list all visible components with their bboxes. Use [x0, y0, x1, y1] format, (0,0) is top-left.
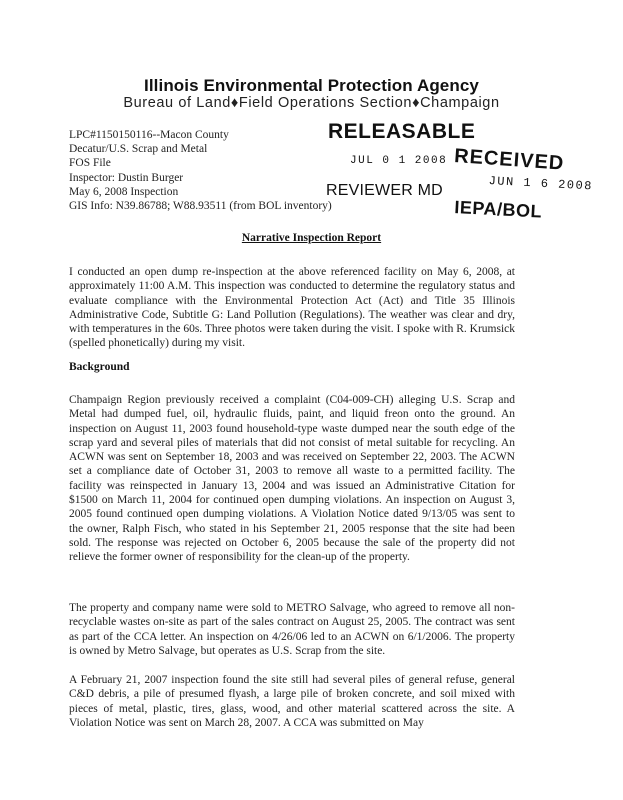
fos-file: FOS File — [69, 157, 111, 170]
facility-name: Decatur/U.S. Scrap and Metal — [69, 143, 208, 156]
background-paragraph-2: The property and company name were sold to METRO Salvage, who agreed to remove all non-recyclable wastes on-site as part of the sales contract on August 25, 2005. The contract was sent as part of the CCA letter. An inspection on 4/26/06 led to an ACWN on 6/1/2006. The property is owned by Metro Salvage, but operates as U.S. Scrap from the site. — [69, 602, 515, 657]
background-heading: Background — [69, 361, 130, 373]
inspection-date: May 6, 2008 Inspection — [69, 185, 179, 198]
gis-info: GIS Info: N39.86788; W88.93511 (from BOL inventory) — [69, 199, 332, 212]
releasable-stamp: RELEASABLE — [328, 120, 476, 143]
iepa-bol-stamp: IEPA/BOL — [453, 197, 543, 222]
background-paragraph-3: A February 21, 2007 inspection found the site still had several piles of general refuse, general C&D debris, a pile of presumed flyash, a large pile of broken concrete, and soil mixed with pieces of metal, plastic, tires, glass, wood, and other material scattered across the site. A Violation Notice was sent on March 28, 2007. A CCA was submitted on May — [69, 674, 515, 729]
facility-info-block — [69, 128, 332, 213]
bureau-subtitle: Bureau of Land♦Field Operations Section♦Champaign — [123, 95, 500, 111]
report-title: Narrative Inspection Report — [241, 232, 382, 244]
received-date-stamp: JUN 1 6 2008 — [488, 174, 594, 194]
agency-title: Illinois Environmental Protection Agency — [144, 76, 479, 95]
lpc-number: LPC#1150150116--Macon County — [69, 129, 229, 141]
inspector-name: Inspector: Dustin Burger — [69, 171, 184, 184]
received-stamp: RECEIVED — [453, 145, 565, 175]
intro-paragraph: I conducted an open dump re-inspection at the above referenced facility on May 6, 2008, at approximately 11:00 A.M. This inspection was conducted to determine the regulatory status and evaluate compliance with the Environmental Protection Act (Act) and Title 35 Illinois Administrative Code, Subtitle G: Land Pollution (Regulations). The weather was clear and dry, with temperatures in the 60s. Three photos were taken during the visit. I spoke with R. Krumsick (spelled phonetically) during my visit. — [69, 266, 515, 350]
background-paragraph-1: Champaign Region previously received a complaint (C04-009-CH) alleging U.S. Scrap and Metal had dumped fuel, oil, hydraulic fluids, paint, and liquid freon onto the ground. An inspection on August 11, 2003 found household-type waste dumped near the south edge of the scrap yard and several piles of materials that did not consist of metal suitable for recycling. An ACWN was sent on September 18, 2003 and was received on September 22, 2003. The ACWN set a compliance date of October 31, 2003 to remove all waste to a permitted facility. The facility was reinspected in January 13, 2004 and was issued an Administrative Citation for $1500 on March 11, 2004 for continued open dumping violations. An inspection on August 3, 2005 found continued open dumping violations. A Violation Notice dated 9/13/05 was sent to the owner, Ralph Fisch, who stated in his September 21, 2005 response that the site had been sold. The response was rejected on October 6, 2005 because the sale of the property did not relieve the former owner of responsibility for the clean-up of the property. — [69, 394, 515, 564]
reviewer-stamp: REVIEWER MD — [326, 182, 443, 199]
releasable-date-stamp: JUL 0 1 2008 — [350, 155, 448, 167]
